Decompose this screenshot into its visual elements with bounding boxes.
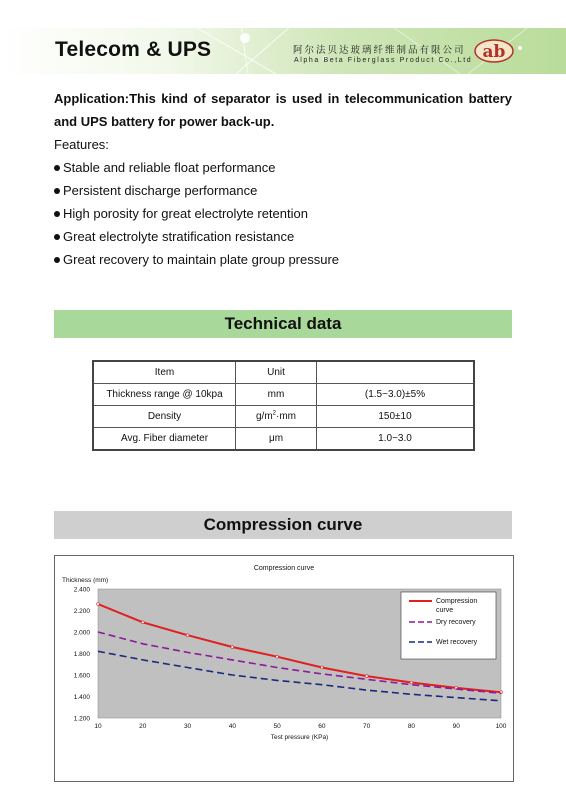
- features-list: [54, 156, 339, 271]
- x-tick-label: 50: [273, 723, 281, 730]
- application-text: Application:This kind of separator is used in telecommunication battery and UPS battery for power back-up.: [54, 91, 512, 129]
- series-point: [320, 666, 323, 669]
- series-point: [276, 655, 279, 658]
- table-row: [93, 406, 474, 428]
- x-tick-label: 100: [495, 723, 507, 730]
- table-row: [93, 384, 474, 406]
- x-tick-label: 90: [452, 723, 460, 730]
- series-point: [365, 675, 368, 678]
- table-cell: mm: [236, 384, 317, 406]
- table-header-row: [93, 361, 474, 384]
- chart-title: Compression curve: [253, 565, 315, 572]
- x-axis-label: Test pressure (KPa): [270, 734, 329, 741]
- table-cell: 150±10: [317, 406, 475, 428]
- feature-item: Stable and reliable float performance: [54, 156, 339, 179]
- series-point: [97, 603, 100, 606]
- compression-chart: [54, 555, 514, 782]
- y-axis-label: Thickness (mm): [62, 577, 109, 584]
- table-cell: Thickness range @ 10kpa: [93, 384, 236, 406]
- table-cell: Density: [93, 406, 236, 428]
- x-tick-label: 10: [94, 723, 102, 730]
- table-cell: $g/m^2\cdot mm$: [236, 406, 317, 428]
- table-cell: Avg. Fiber diameter: [93, 428, 236, 451]
- legend-label: Compression curve: [436, 598, 478, 614]
- company-name-cn: 阿尔法贝达玻璃纤维制品有限公司: [293, 45, 466, 56]
- company-name-en: Alpha Beta Fiberglass Product Co.,Ltd: [294, 57, 473, 64]
- series-point: [410, 681, 413, 684]
- y-tick-label: 1.800: [73, 651, 90, 658]
- legend-label: Wet recovery: [436, 639, 478, 646]
- x-tick-label: 60: [318, 723, 326, 730]
- bullet-icon: [54, 188, 60, 194]
- features-title: Features:: [54, 137, 109, 152]
- technical-data-table: [92, 360, 475, 451]
- feature-item: Great electrolyte stratification resistance: [54, 225, 339, 248]
- legend-label: Dry recovery: [436, 619, 476, 626]
- table-header-cell: [317, 361, 475, 384]
- bullet-icon: [54, 165, 60, 171]
- table-row: [93, 428, 474, 451]
- table-cell: 1.0~3.0: [317, 428, 475, 451]
- feature-item: Persistent discharge performance: [54, 179, 339, 202]
- series-point: [186, 634, 189, 637]
- table-cell: μm: [236, 428, 317, 451]
- page-title: Telecom & UPS: [55, 38, 212, 61]
- y-tick-label: 2.400: [73, 586, 90, 594]
- bullet-icon: [54, 257, 60, 263]
- header-banner: [0, 28, 566, 74]
- compression-curve-heading: Compression curve: [54, 511, 512, 539]
- table-header-cell: Item: [93, 361, 236, 384]
- y-tick-label: 1.600: [73, 672, 90, 680]
- technical-data-heading: Technical data: [54, 310, 512, 338]
- table-header-cell: Unit: [236, 361, 317, 384]
- feature-item: High porosity for great electrolyte retention: [54, 202, 339, 225]
- chart-svg: [55, 556, 513, 781]
- series-point: [141, 621, 144, 624]
- svg-text:ab: ab: [482, 42, 506, 62]
- company-logo-icon: [474, 39, 514, 63]
- y-tick-label: 1.400: [73, 694, 90, 701]
- bullet-icon: [54, 211, 60, 217]
- x-tick-label: 70: [363, 723, 371, 730]
- bullet-icon: [54, 234, 60, 240]
- x-tick-label: 20: [139, 723, 147, 730]
- y-tick-label: 2.000: [73, 629, 90, 637]
- series-point: [231, 646, 234, 649]
- x-tick-label: 80: [407, 723, 416, 730]
- x-tick-label: 40: [228, 723, 236, 730]
- y-tick-label: 2.200: [73, 608, 90, 615]
- x-tick-label: 30: [183, 723, 192, 730]
- y-tick-label: 1.200: [73, 715, 90, 723]
- table-cell: (1.5~3.0)±5%: [317, 384, 475, 406]
- feature-item: Great recovery to maintain plate group pressure: [54, 248, 339, 271]
